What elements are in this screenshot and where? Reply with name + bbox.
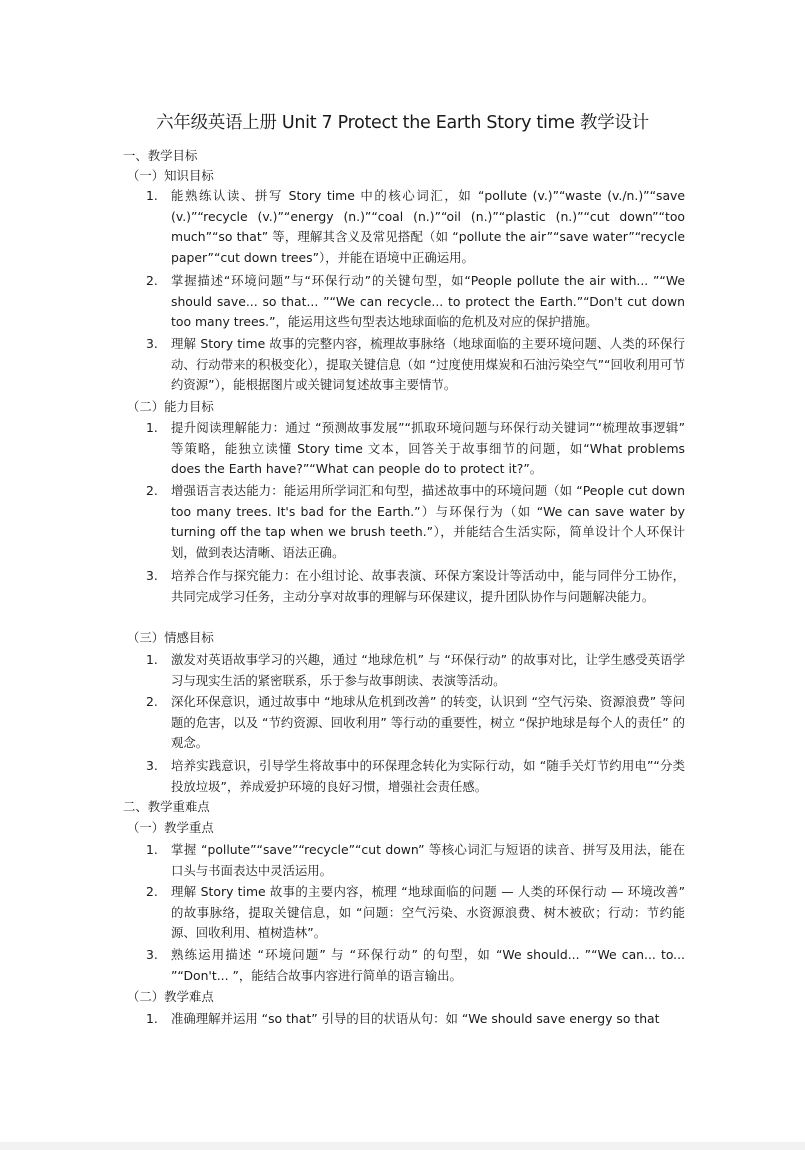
item-text: 理解 Story time 故事的完整内容，梳理故事脉络（地球面临的主要环境问题、人类的环保行动、行动带来的积极变化），提取关键信息（如 “过度使用煤炭和石油污染空气”“回收利用可节约资源”），能根据图片或关键词复述故事主要情节。 bbox=[171, 336, 685, 393]
item-text: 培养合作与探究能力：在小组讨论、故事表演、环保方案设计等活动中，能与同伴分工协作，共同完成学习任务，主动分享对故事的理解与环保建议，提升团队协作与问题解决能力。 bbox=[171, 568, 685, 604]
list-item bbox=[146, 882, 686, 944]
subsection-heading-ability: （二）能力目标 bbox=[127, 399, 214, 414]
item-number: 2. bbox=[146, 884, 158, 899]
item-text: 激发对英语故事学习的兴趣，通过 “地球危机” 与 “环保行动” 的故事对比，让学生感受英语学习与现实生活的紧密联系，乐于参与故事朗读、表演等活动。 bbox=[171, 652, 685, 688]
item-text: 提升阅读理解能力：通过 “预测故事发展”“抓取环境问题与环保行动关键词”“梳理故事逻辑” 等策略，能独立读懂 Story time 文本，回答关于故事细节的问题，如“What problems does the Earth have?”“What can people do to protect it?”。 bbox=[171, 420, 685, 477]
list-item bbox=[146, 840, 686, 881]
item-number: 2. bbox=[146, 483, 158, 498]
item-text: 准确理解并运用 “so that” 引导的目的状语从句：如 “We should save energy so that bbox=[171, 1011, 660, 1026]
page-bottom-band bbox=[0, 1142, 805, 1150]
item-text: 掌握描述“环境问题”与“环保行动”的关键句型，如“People pollute the air with... ”“We should save... so that... ”“We can recycle... to protect the Earth.”“Don't cut down too many trees.”，能运用这些句型表达地球面临的危机及对应的保护措施。 bbox=[171, 273, 685, 330]
list-item bbox=[146, 481, 686, 564]
list-item bbox=[146, 334, 686, 396]
section-heading-objectives: 一、教学目标 bbox=[123, 148, 198, 163]
list-item bbox=[146, 945, 686, 986]
item-number: 1. bbox=[146, 1011, 158, 1026]
section-heading-key-points: 二、教学重难点 bbox=[123, 799, 210, 814]
list-item bbox=[146, 756, 686, 797]
item-number: 1. bbox=[146, 842, 158, 857]
list-item bbox=[146, 650, 686, 691]
list-item bbox=[146, 418, 686, 480]
item-number: 3. bbox=[146, 947, 158, 962]
list-item bbox=[146, 566, 686, 607]
item-text: 深化环保意识，通过故事中 “地球从危机到改善” 的转变，认识到 “空气污染、资源浪费” 等问题的危害，以及 “节约资源、回收利用” 等行动的重要性，树立 “保护地球是每个人的责任” 的观念。 bbox=[171, 694, 685, 751]
item-text: 能熟练认读、拼写 Story time 中的核心词汇，如 “pollute (v.)”“waste (v./n.)”“save (v.)”“recycle (v.)”“energy (n.)”“coal (n.)”“oil (n.)”“plastic (n.)”“cut down”“too much”“so that” 等，理解其含义及常见搭配（如 “pollute the air”“save water”“recycle paper”“cut down trees”），并能在语境中正确运用。 bbox=[171, 188, 685, 266]
item-number: 1. bbox=[146, 188, 158, 203]
list-item bbox=[146, 1009, 686, 1030]
list-item bbox=[146, 271, 686, 333]
item-text: 增强语言表达能力：能运用所学词汇和句型，描述故事中的环境问题（如 “People cut down too many trees. It's bad for the Earth.”）与环保行为（如 “We can save water by turning off the tap when we brush teeth.”），并能结合生活实际，简单设计个人环保计划，做到表达清晰、语法正确。 bbox=[171, 483, 685, 561]
subsection-heading-knowledge: （一）知识目标 bbox=[127, 168, 214, 183]
list-item bbox=[146, 186, 686, 269]
item-number: 1. bbox=[146, 420, 158, 435]
item-number: 2. bbox=[146, 694, 158, 709]
item-number: 2. bbox=[146, 273, 158, 288]
item-text: 掌握 “pollute”“save”“recycle”“cut down” 等核心词汇与短语的读音、拼写及用法，能在口头与书面表达中灵活运用。 bbox=[171, 842, 685, 878]
subsection-heading-difficulty: （二）教学难点 bbox=[127, 989, 214, 1004]
list-item bbox=[146, 692, 686, 754]
item-number: 1. bbox=[146, 652, 158, 667]
page-title: 六年级英语上册 Unit 7 Protect the Earth Story time 教学设计 bbox=[156, 113, 649, 133]
item-number: 3. bbox=[146, 568, 158, 583]
subsection-heading-focus: （一）教学重点 bbox=[127, 820, 214, 835]
item-number: 3. bbox=[146, 758, 158, 773]
item-text: 培养实践意识，引导学生将故事中的环保理念转化为实际行动，如 “随手关灯节约用电”“分类投放垃圾”，养成爱护环境的良好习惯，增强社会责任感。 bbox=[171, 758, 685, 794]
subsection-heading-emotion: （三）情感目标 bbox=[127, 630, 214, 645]
item-text: 熟练运用描述 “环境问题” 与 “环保行动” 的句型，如 “We should... ”“We can... to... ”“Don't... ”，能结合故事内容进行简单的语言输出。 bbox=[171, 947, 685, 983]
item-number: 3. bbox=[146, 336, 158, 351]
item-text: 理解 Story time 故事的主要内容，梳理 “地球面临的问题 — 人类的环保行动 — 环境改善” 的故事脉络，提取关键信息，如 “问题：空气污染、水资源浪费、树木被砍；行动：节约能源、回收利用、植树造林”。 bbox=[171, 884, 685, 941]
